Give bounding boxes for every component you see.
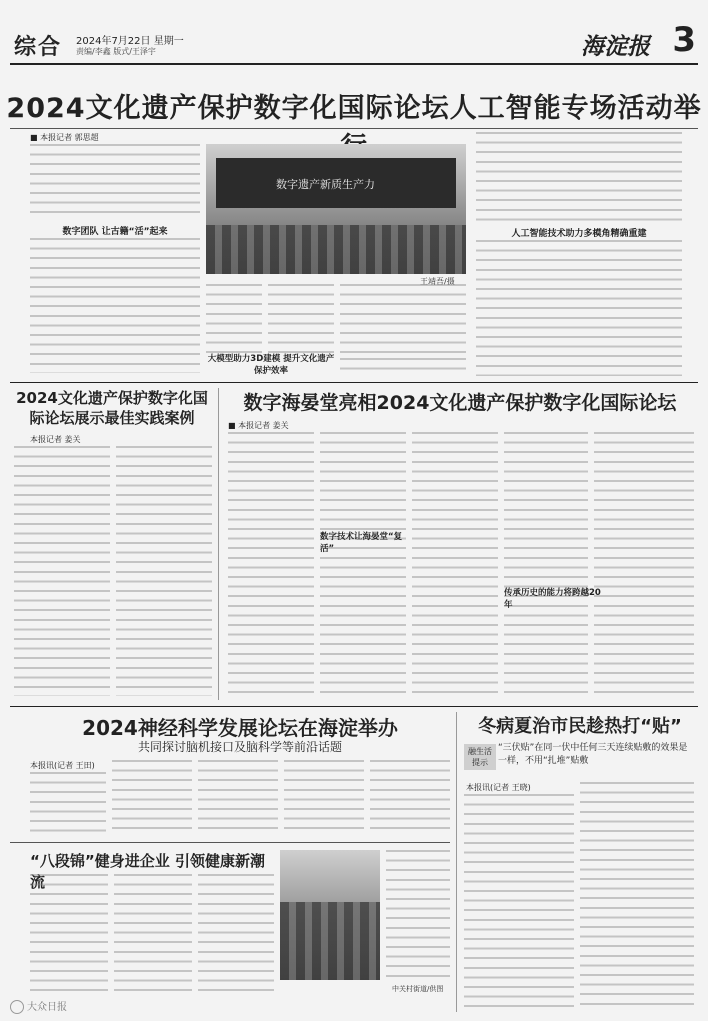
photo-credit: 中关村街道/供图	[392, 985, 444, 993]
photo-screen-text: 数字遗产新质生产力	[276, 178, 375, 191]
article1-paragraph	[340, 358, 466, 376]
article3-subhead: 传承历史的能力将跨越20年	[504, 588, 601, 610]
article6-paragraph	[386, 850, 450, 980]
article5-byline: 本报讯(记者 王晓)	[466, 783, 531, 792]
article5-quote: “三伏贴”在同一伏中任何三天连续贴敷的效果是一样，不用“扎堆”贴敷	[498, 743, 688, 766]
article1-paragraph	[340, 284, 466, 354]
article1-paragraph	[206, 284, 262, 354]
column-divider	[218, 388, 219, 700]
article3-paragraph	[594, 432, 694, 700]
article5-paragraph	[464, 794, 574, 1008]
article4-byline: 本报讯(记者 王田)	[30, 761, 95, 770]
photo-credit: 王靖吾/摄	[420, 277, 455, 286]
article1-paragraph	[30, 238, 200, 373]
article1-paragraph	[476, 132, 682, 222]
page-number: 3	[672, 20, 696, 60]
newspaper-name: 海淀报	[581, 33, 650, 60]
section-tag: 融生活 提示	[464, 744, 496, 770]
article1-headline: 2024文化遗产保护数字化国际论坛人工智能专场活动举	[6, 93, 702, 124]
article3-paragraph	[504, 432, 588, 700]
article4-subtitle: 共同探讨脑机接口及脑科学等前沿话题	[137, 740, 342, 754]
article4-headline: 2024神经科学发展论坛在海淀举办	[82, 716, 398, 740]
header-rule	[10, 63, 698, 65]
article4-paragraph	[198, 760, 278, 836]
article3-paragraph	[412, 432, 498, 700]
article1-paragraph	[268, 284, 334, 354]
article2-paragraph	[116, 446, 212, 696]
article4-paragraph	[284, 760, 364, 836]
section-name: 综合	[14, 35, 63, 60]
article4-paragraph	[112, 760, 192, 836]
column-divider	[456, 712, 457, 1012]
article2-byline: 本报记者 姜关	[30, 435, 81, 444]
exercise-photo	[280, 850, 380, 980]
article5-headline: 冬病夏治市民趁热打“贴”	[478, 716, 682, 737]
article5-paragraph	[580, 782, 694, 1008]
article1-paragraph	[30, 144, 200, 220]
article3-byline: ■ 本报记者 姜关	[228, 421, 289, 430]
issue-date: 2024年7月22日 星期一	[76, 36, 184, 47]
article1-byline: ■ 本报记者 郭思超	[30, 133, 99, 142]
article6-paragraph	[198, 874, 274, 998]
article1-paragraph	[476, 240, 682, 376]
watermark-icon	[10, 1000, 24, 1014]
article3-headline: 数字海晏堂亮相2024文化遗产保护数字化国际论坛	[243, 392, 677, 414]
article2-headline: 2024文化遗产保护数字化国际论坛展示最佳实践案例	[16, 389, 208, 427]
article3-subhead: 数字技术让海晏堂“复活”	[320, 532, 403, 554]
article4-paragraph	[370, 760, 450, 836]
article4-paragraph	[30, 772, 106, 836]
article6-headline: “八段锦”健身进企业 引领健康新潮流	[30, 852, 265, 891]
editor-credit: 责编/李鑫 版式/王泽宇	[76, 47, 156, 56]
article6-paragraph	[30, 874, 108, 998]
forum-photo	[206, 144, 466, 274]
watermark-text: 大众日报	[27, 1002, 67, 1013]
divider	[10, 706, 698, 707]
divider	[10, 842, 450, 843]
article3-paragraph	[320, 432, 406, 700]
article2-paragraph	[14, 446, 110, 696]
article1-subhead: 人工智能技术助力多模角精确重建	[511, 229, 647, 239]
article1-caption: 大模型助力3D建模 提升文化遗产保护效率	[207, 354, 335, 376]
article1-subhead: 数字团队 让古籍“活”起来	[62, 227, 168, 237]
watermark	[10, 998, 67, 1014]
article3-paragraph	[228, 432, 314, 700]
divider	[10, 128, 698, 129]
divider	[10, 382, 698, 383]
article6-paragraph	[114, 874, 192, 998]
